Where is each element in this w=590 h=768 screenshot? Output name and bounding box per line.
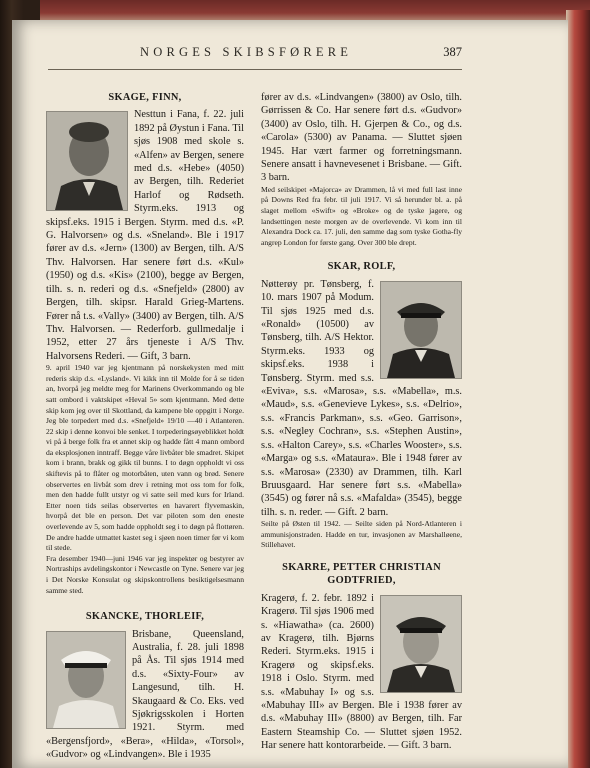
left-column xyxy=(46,91,244,762)
right-column xyxy=(261,91,462,753)
entry-note-continued: Med seilskipet «Majorca» av Drammen, lå vi med full last inne på Downs Red fra febr. til juli 1917. Vi så herunder bl. a. på slaget mellom «Swift» og «Broke» og de tyske jagere, og landsettingen neste morgen av de overlevende. Vi kom inn til Alexandra Dock ca. 17. juli, den samme dag som tyske Gotha-fly angrep London for første gang. Over 300 ble drept. xyxy=(261,184,462,247)
entry-note2-skage: Fra desember 1940—juni 1946 var jeg inspektør og bestyrer av Nortraships avdelingskontor i Newcastle on Tyne. Senere var jeg i Det Norske Konsulat og skipskontrollens besiktigelsesmann samme sted. xyxy=(46,553,244,595)
portrait-image xyxy=(47,632,125,728)
entry-body-skarre: Kragerø, f. 2. febr. 1892 i Kragerø. Til sjøs 1906 med s. «Hiawatha» (ca. 2600) av Kragerø, tilh. Bjørns Rederi. Styrm.eks. 1915 i Kragerø og skipsf.eks. 1918 i Oslo. Styrm. med s.s. «Mabuhay I» og s.s. «Mabuhay III» av Bergen. Ble i 1938 fører av d.s. «Mabuhay III» (8800) av Bergen, tilh. Far Eastern Steamship Co. — Sluttet sjøen 1952. Har senere hatt kontorarbeide. — Gift. 3 barn. xyxy=(261,592,462,752)
running-head: NORGES SKIBSFØRERE xyxy=(140,45,353,59)
entry-note-skage: 9. april 1940 var jeg kjentmann på norskekysten med mitt rederis skip d.s. «Lysland». Vi kikk inn til Molde for å se tiden an, hvorpå jeg meldte meg for Marinens Overkommando og ble satt ombord i vaktskipet «Heval 5» som kjentmann. Med dette skip kom jeg over til Skottland, da kampene ble oppgitt i Norge. Jeg ble torpedert med d.s. «Snefjeld» 19/10 —40 i Atlanteren. 22 skip i denne konvoi ble senket. I torpederingsøyeblikket holdt vi på å berge folk fra et annet skip og hadde fått 4 mann ombord da eksplosjonen inntraff. Begge våre livbåter ble smadret. Skipet kom i brann, brakk og gikk til bunns. I to døgn oppholdt vi oss skiftevis på to flåter og motorbåten, uten vann og brød. Senere observertes en livbåt som drev i retning mot oss tom for folk, men den hadde fullt utstyr og vi satte seil med kurs for Irland. Etter noen tids seilas observertes en havarert flyvemaskin, hvorpå det ble en person. Det var piloten som den eneste overlevende av 5, som hadde oppholdt seg i to døgn på flottøren. De andre hadde utmattet kastet seg i sjøen noen timer før vi kom til stede. xyxy=(46,363,244,553)
entry-body-continued: fører av d.s. «Lindvangen» (3800) av Oslo, tilh. Gørrissen & Co. Har senere ført d.s. «Gudvor» (3400) av Oslo, tilh. H. Gjerpen & Co., og d.s. «Carola» (5300) av Panama. — Sluttet sjøen 1945. Har vært farmer og forretningsmann. Senere ansatt i havnevesenet i Brisbane. — Gift. 3 barn. xyxy=(261,92,462,184)
page-edge-right xyxy=(566,10,590,768)
portrait-image xyxy=(47,112,127,210)
entry-note-skar: Seilte på Østen til 1942. — Seilte siden på Nord-Atlanteren i ammunisjonstraden. Hadde en tur, invasjonen av Marshalløene, Stillehavet. xyxy=(261,519,462,550)
page-number: 387 xyxy=(443,45,462,59)
portrait-photo-skar xyxy=(380,281,462,379)
entry-body-skancke: Brisbane, Queensland, Australia, f. 28. juli 1898 på Ås. Til sjøs 1914 med d.s. «Sixty-Four» av Langesund, tilh. H. Skaugaard & Co. Eks. ved Sjøkrigsskolen i Horten 1921. Styrm. med «Bergensfjord», «Bera», «Hilda», «Torsol», «Gudvor» og «Lindvangen». Ble i 1935 xyxy=(46,628,244,761)
entry-name-skar: SKAR, ROLF, xyxy=(327,261,396,273)
portrait-image xyxy=(381,596,461,692)
page-header xyxy=(48,45,462,70)
entry-body-skage: Nesttun i Fana, f. 22. juli 1892 på Øystun i Fana. Til sjøs 1908 med skole s. «Alfen» av Bergen, senere med d.s. «Hebe» (4050) av Bergen, tilh. Rederiet Harlof og Rødseth. Styrm.eks. 1913 og skipsf.eks. 1915 i Bergen. Styrm. med d.s. «P. G. Halvorsen» og d.s. «Sneland». Ble i 1917 fører av d.s. «Jern» (1300) av Bergen, tilh. A/S Thv. Halvorsen. Har senere ført d.s. «Kul» (1950) og d.s. «Kis» (2100), begge av Bergen, tilh. s. n. rederi og d.s. «Snefjeld» (2800) av Bergen, tilh. skipsr. Harald Grieg-Martens. Fører nå t.s. «Vally» (3400) av Bergen, tilh. A/S Thv. Halvorsen. — Rederforb. gullmedalje i 1952, etter 27 års tjeneste i A/S Thv. Halvorsens Rederi. — Gift, 3 barn. xyxy=(46,109,244,362)
entry-name-skancke: SKANCKE, THORLEIF, xyxy=(85,611,205,623)
entry-body-skar: Nøtterøy pr. Tønsberg, f. 10. mars 1907 på Modum. Til sjøs 1925 med d.s. «Ronald» (10500) av Tønsberg, tilh. A/S Hektor. Styrm.eks. 1933 og skipsf.eks. 1938 i Tønsberg. Styrm. med s.s. «Eviva», s.s. «Marosa», s.s. «Mabella», m.s. «Maud», s.s. «Genevieve Lykes», s.s. «Delrio», s.s. «Francis Parkman», s.s. «Geo. Garrison», s.s. «Negley Cochran», s.s. «Stephen Austin», s.s. «Halton Carey», s.s. «Charles Wooster», s.s. «Marga» og s.s. «Mataura». Ble i 1948 fører av s.s. «Marosa» (2330) av Drammen, tilh. Karl Bruusgaard. Har senere ført s.s. «Mabella» (3545) og fører nå s.s. «Mafalda» (3545), begge tilh. s. n. reder. — Gift. 2 barn. xyxy=(261,278,462,518)
portrait-photo-skancke xyxy=(46,631,126,729)
portrait-photo-skarre xyxy=(380,595,462,693)
entry-name-skage: SKAGE, FINN, xyxy=(108,92,182,103)
entry-name-skarre-line2: GODTFRIED, xyxy=(327,575,396,587)
portrait-photo-skage xyxy=(46,111,128,211)
entry-name-skarre-line1: SKARRE, PETTER CHRISTIAN xyxy=(282,561,441,573)
portrait-image xyxy=(381,282,461,378)
